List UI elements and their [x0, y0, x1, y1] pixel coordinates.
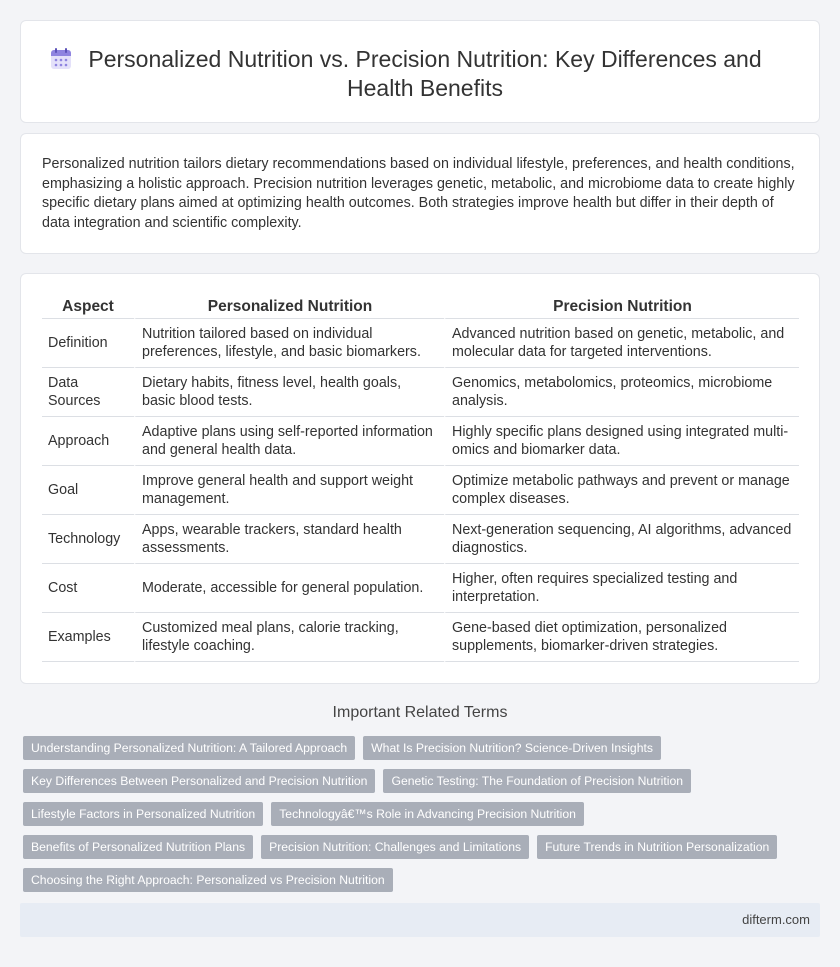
related-term-link[interactable]: Key Differences Between Personalized and Precision Nutrition [23, 769, 375, 793]
related-terms-list [23, 736, 818, 892]
row-precision: Optimize metabolic pathways and prevent or manage complex diseases. [444, 466, 799, 515]
related-term-link[interactable]: Genetic Testing: The Foundation of Precision Nutrition [383, 769, 691, 793]
summary-text: Personalized nutrition tailors dietary recommendations based on individual lifestyle, preferences, and health conditions, emphasizing a holistic approach. Precision nutrition leverages genetic, metabolic, and microbiome data to create highly specific dietary plans aimed at optimizing health outcomes. Both strategies improve health but differ in their depth of data integration and scientific complexity. [42, 156, 795, 231]
row-aspect: Cost [42, 564, 134, 613]
table-header-row [42, 296, 799, 319]
header-card [20, 20, 820, 123]
table-row [42, 466, 799, 515]
footer [20, 903, 820, 937]
related-term-link[interactable]: Precision Nutrition: Challenges and Limitations [261, 835, 529, 859]
row-personalized: Improve general health and support weight management. [134, 466, 444, 515]
comparison-table [42, 296, 799, 662]
related-term-link[interactable]: Future Trends in Nutrition Personalization [537, 835, 777, 859]
row-aspect: Technology [42, 515, 134, 564]
row-personalized: Customized meal plans, calorie tracking, lifestyle coaching. [134, 613, 444, 662]
table-row [42, 368, 799, 417]
header-aspect: Aspect [42, 296, 134, 319]
table-row [42, 319, 799, 368]
related-term-link[interactable]: Lifestyle Factors in Personalized Nutrition [23, 802, 263, 826]
row-aspect: Examples [42, 613, 134, 662]
row-aspect: Data Sources [42, 368, 134, 417]
row-aspect: Approach [42, 417, 134, 466]
related-term-link[interactable]: Understanding Personalized Nutrition: A Tailored Approach [23, 736, 355, 760]
row-personalized: Nutrition tailored based on individual preferences, lifestyle, and basic biomarkers. [134, 319, 444, 368]
row-precision: Next-generation sequencing, AI algorithms, advanced diagnostics. [444, 515, 799, 564]
calendar-icon [49, 47, 73, 71]
row-personalized: Moderate, accessible for general population. [134, 564, 444, 613]
row-aspect: Goal [42, 466, 134, 515]
header-personalized: Personalized Nutrition [134, 296, 444, 319]
table-row [42, 564, 799, 613]
table-row [42, 515, 799, 564]
table-row [42, 613, 799, 662]
row-precision: Genomics, metabolomics, proteomics, microbiome analysis. [444, 368, 799, 417]
summary-card [20, 133, 820, 254]
comparison-table-card [20, 273, 820, 684]
header-precision: Precision Nutrition [444, 296, 799, 319]
row-precision: Advanced nutrition based on genetic, metabolic, and molecular data for targeted interventions. [444, 319, 799, 368]
footer-site-link[interactable]: difterm.com [742, 912, 810, 927]
row-personalized: Adaptive plans using self-reported information and general health data. [134, 417, 444, 466]
related-term-link[interactable]: Technologyâ€™s Role in Advancing Precision Nutrition [271, 802, 584, 826]
header [21, 45, 819, 103]
page-title: Personalized Nutrition vs. Precision Nutrition: Key Differences and Health Benefits [88, 46, 762, 101]
row-precision: Gene-based diet optimization, personalized supplements, biomarker-driven strategies. [444, 613, 799, 662]
table-row [42, 417, 799, 466]
row-personalized: Dietary habits, fitness level, health goals, basic blood tests. [134, 368, 444, 417]
related-term-link[interactable]: What Is Precision Nutrition? Science-Driven Insights [363, 736, 661, 760]
related-term-link[interactable]: Benefits of Personalized Nutrition Plans [23, 835, 253, 859]
row-personalized: Apps, wearable trackers, standard health assessments. [134, 515, 444, 564]
row-precision: Highly specific plans designed using integrated multi-omics and biomarker data. [444, 417, 799, 466]
row-aspect: Definition [42, 319, 134, 368]
related-terms-title: Important Related Terms [332, 704, 508, 721]
row-precision: Higher, often requires specialized testing and interpretation. [444, 564, 799, 613]
related-term-link[interactable]: Choosing the Right Approach: Personalized vs Precision Nutrition [23, 868, 393, 892]
